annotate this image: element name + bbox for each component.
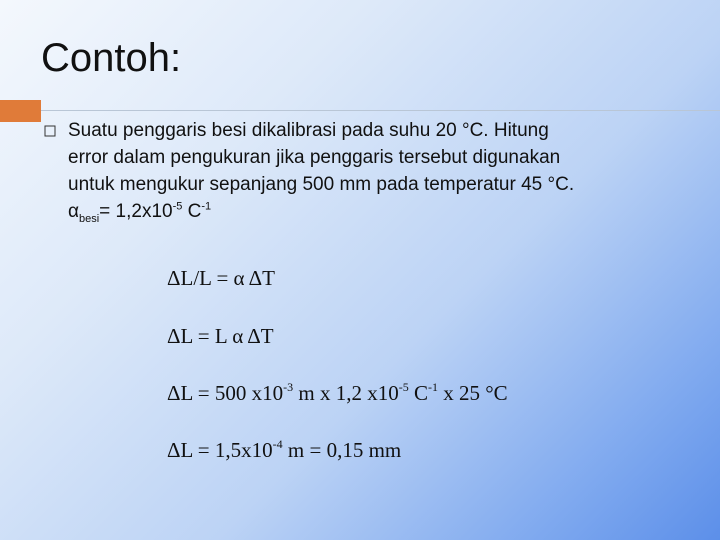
eq3-part2: m x 1,2 x10: [293, 381, 399, 405]
eq3-exp1: -3: [283, 380, 294, 394]
alpha-unit: C: [182, 201, 202, 222]
problem-line-2: error dalam pengukuran jika penggaris tersebut digunakan: [68, 147, 561, 168]
eq3-part1: ΔL = 500 x10: [167, 381, 284, 405]
equation-2: ΔL = L α ΔT: [167, 324, 274, 348]
eq3-exp2: -5: [398, 380, 409, 394]
alpha-symbol: α: [68, 201, 79, 222]
alpha-subscript: besi: [78, 212, 100, 225]
alpha-unit-exponent: -1: [201, 200, 212, 213]
eq3-part3: C: [408, 381, 429, 405]
slide-title: Contoh:: [41, 36, 182, 80]
title-divider: [0, 110, 720, 111]
alpha-value: = 1,2x10: [99, 201, 173, 222]
accent-bar: [0, 100, 41, 122]
eq4-part1: ΔL = 1,5x10: [167, 438, 273, 462]
eq4-exp1: -4: [272, 437, 283, 451]
equation-3: [167, 380, 508, 406]
equation-4: [167, 437, 401, 463]
problem-statement: [68, 117, 698, 225]
problem-line-1: Suatu penggaris besi dikalibrasi pada suhu 20 °C. Hitung: [68, 120, 549, 141]
bullet-square-icon: [44, 125, 56, 137]
problem-line-3: untuk mengukur sepanjang 500 mm pada temperatur 45 °C.: [68, 174, 575, 195]
equation-1: ΔL/L = α ΔT: [167, 266, 275, 290]
eq4-part2: m = 0,15 mm: [282, 438, 402, 462]
eq3-exp3: -1: [428, 380, 439, 394]
eq3-part4: x 25 °C: [438, 381, 508, 405]
alpha-coefficient-line: [68, 198, 698, 225]
alpha-exponent: -5: [172, 200, 183, 213]
